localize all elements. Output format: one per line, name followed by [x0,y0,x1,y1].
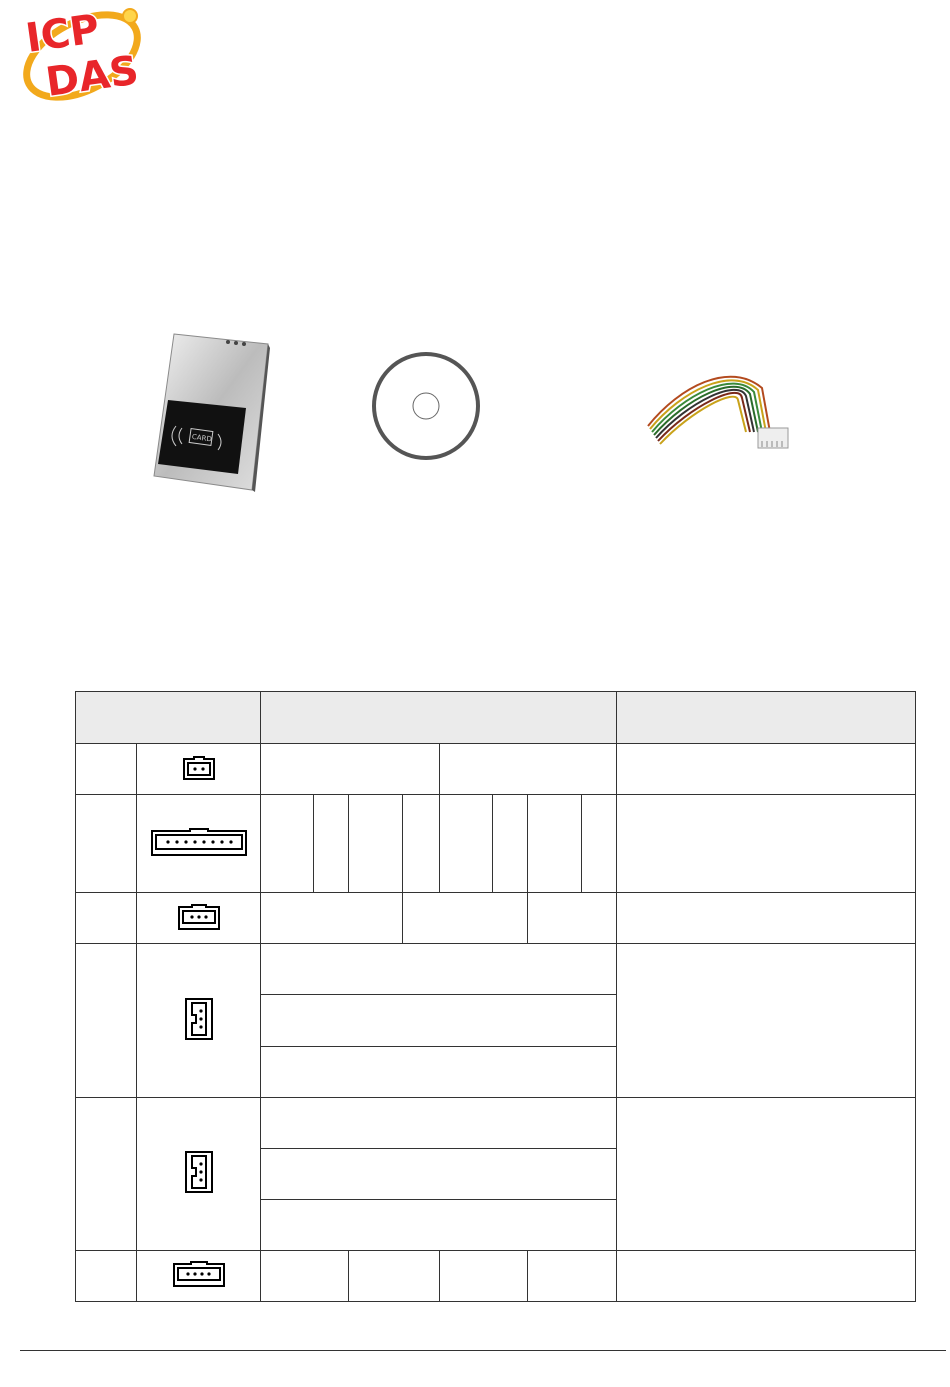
cd-disc-image [370,350,482,462]
3-pin-horizontal-connector-icon [177,903,221,934]
note-cell [616,744,915,795]
pin-cell [493,795,528,893]
8-pin-connector-icon [150,827,248,860]
pin-cell [440,744,616,795]
pin-cell [261,1148,616,1199]
note-cell [616,893,915,944]
pin-cell [403,893,528,944]
note-cell [616,795,915,893]
note-cell [616,1097,915,1250]
header-connector [76,692,261,744]
connector-cell [137,1097,261,1250]
connector-cell [137,893,261,944]
pin-cell [349,795,403,893]
footer-rule [20,1350,946,1351]
pin-cell [261,944,616,995]
svg-text:DAS: DAS [42,47,142,106]
pin-cell [403,795,440,893]
row-label [76,944,137,1097]
table-row [76,944,916,995]
pin-cell [261,1046,616,1097]
pin-cell [314,795,349,893]
icp-das-logo [18,4,148,106]
row-label [76,1097,137,1250]
table-row [76,1250,916,1301]
connector-cell [137,1250,261,1301]
pin-assignment-table [75,691,916,1302]
pin-cell [261,893,403,944]
note-cell [616,944,915,1097]
3-pin-vertical-connector-icon [184,1150,214,1197]
pin-cell [261,995,616,1046]
note-cell [616,1250,915,1301]
row-label [76,893,137,944]
2-pin-connector-icon [182,755,216,784]
rfid-reader-image [152,330,272,492]
row-label [76,744,137,795]
header-description [616,692,915,744]
pin-cell [349,1250,440,1301]
connector-cell [137,744,261,795]
pin-cell [528,795,581,893]
row-label [76,1250,137,1301]
pin-cell [440,795,493,893]
pin-cell [440,1250,528,1301]
svg-text:ICP: ICP [22,6,103,62]
row-label [76,795,137,893]
pin-cell [261,1199,616,1250]
wire-harness-image [640,366,792,452]
table-header-row [76,692,916,744]
connector-cell [137,795,261,893]
table-row [76,744,916,795]
connector-cell [137,944,261,1097]
table-row [76,795,916,893]
header-pins [261,692,616,744]
pin-cell [261,795,314,893]
svg-text:CARD: CARD [191,432,213,444]
table-row [76,1097,916,1148]
pin-cell [528,893,616,944]
pin-cell [528,1250,616,1301]
3-pin-vertical-connector-icon [184,997,214,1044]
pin-cell [261,1250,349,1301]
table-row [76,893,916,944]
pin-cell [261,744,440,795]
pin-cell [581,795,616,893]
4-pin-connector-icon [172,1260,226,1291]
pin-cell [261,1097,616,1148]
